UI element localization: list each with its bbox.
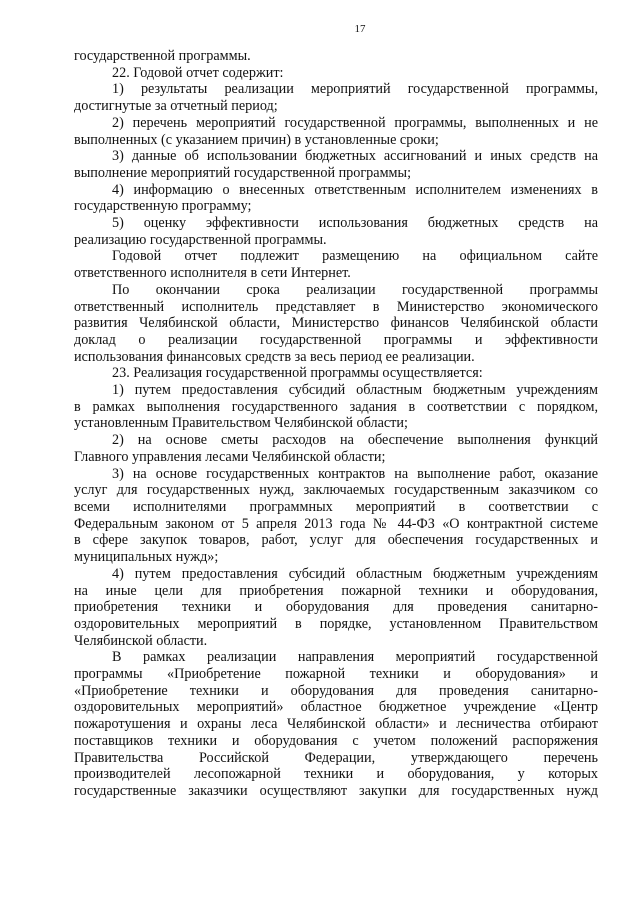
text-line: Челябинской области. — [74, 632, 208, 649]
text-line: оздоровительных мероприятий» областное бюджетное учреждение «Центр — [74, 699, 598, 716]
text-line: Годовой отчет подлежит размещению на официальном сайте — [112, 248, 598, 265]
text-line: По окончании срока реализации государственной программы — [112, 281, 598, 298]
text-line: производителей лесопожарной техники и оборудования, у которых — [74, 766, 598, 783]
text-line: Федеральным законом от 5 апреля 2013 года № 44-ФЗ «О контрактной системе — [74, 515, 598, 532]
text-line: установленным Правительством Челябинской области; — [74, 415, 408, 432]
text-line: 2) перечень мероприятий государственной программы, выполненных и не — [112, 114, 598, 131]
text-line: 23. Реализация государственной программы осуществляется: — [112, 365, 483, 382]
text-line: достигнутые за отчетный период; — [74, 98, 278, 115]
text-line: оздоровительных мероприятий в порядке, установленном Правительством — [74, 615, 598, 632]
text-line: услуг для государственных нужд, заключаемых государственным заказчиком со — [74, 482, 598, 499]
text-line: использования финансовых средств за весь период ее реализации. — [74, 348, 475, 365]
document-body — [74, 48, 598, 800]
text-line: 1) результаты реализации мероприятий государственной программы, — [112, 81, 598, 98]
text-line: на иные цели для приобретения пожарной техники и оборудования, — [74, 582, 598, 599]
text-line: пожаротушения и охраны леса Челябинской области» и лесничества отбирают — [74, 716, 598, 733]
text-line: В рамках реализации направления мероприятий государственной — [112, 649, 598, 666]
text-line: реализацию государственной программы. — [74, 231, 327, 248]
text-line: 1) путем предоставления субсидий областным бюджетным учреждениям — [112, 382, 598, 399]
text-line: государственную программу; — [74, 198, 252, 215]
text-line: государственные заказчики осуществляют закупки для государственных нужд — [74, 782, 598, 799]
page-number: 17 — [354, 23, 366, 35]
text-line: ответственный исполнитель представляет в Министерство экономического — [74, 298, 598, 315]
text-line: ответственного исполнителя в сети Интернет. — [74, 265, 351, 282]
text-line: Правительства Российской Федерации, утверждающего перечень — [74, 749, 598, 766]
text-line: в сфере закупок товаров, работ, услуг для обеспечения государственных и — [74, 532, 598, 549]
text-line: 4) информацию о внесенных ответственным исполнителем изменениях в — [112, 181, 598, 198]
text-line: 4) путем предоставления субсидий областным бюджетным учреждениям — [112, 565, 598, 582]
text-line: «Приобретение техники и оборудования для проведения санитарно- — [74, 682, 598, 699]
text-line: государственной программы. — [74, 48, 251, 64]
text-line: в рамках выполнения государственного задания в соответствии с порядком, — [74, 398, 598, 415]
text-line: 22. Годовой отчет содержит: — [112, 64, 284, 81]
text-line: 2) на основе сметы расходов на обеспечение выполнения функций — [112, 432, 598, 449]
text-line: 5) оценку эффективности использования бюджетных средств на — [112, 215, 598, 232]
text-line: программы «Приобретение пожарной техники и оборудования» и — [74, 666, 598, 683]
text-line: приобретения техники и оборудования для проведения санитарно- — [74, 599, 598, 616]
text-line: доклад о реализации государственной программы и эффективности — [74, 331, 598, 348]
text-line: выполнение мероприятий государственной программы; — [74, 164, 412, 181]
text-line: муниципальных нужд»; — [74, 549, 219, 566]
text-line: выполненных (с указанием причин) в установленные сроки; — [74, 131, 439, 148]
text-line: поставщиков техники и оборудования с учетом положений распоряжения — [74, 732, 598, 749]
text-line: 3) на основе государственных контрактов на выполнение работ, оказание — [112, 465, 598, 482]
text-line: 3) данные об использовании бюджетных ассигнований и иных средств на — [112, 148, 598, 165]
text-line: всеми исполнителями программных мероприятий в соответствии с — [74, 498, 598, 515]
text-line: развития Челябинской области, Министерство финансов Челябинской области — [74, 315, 598, 332]
text-line: Главного управления лесами Челябинской области; — [74, 448, 386, 465]
